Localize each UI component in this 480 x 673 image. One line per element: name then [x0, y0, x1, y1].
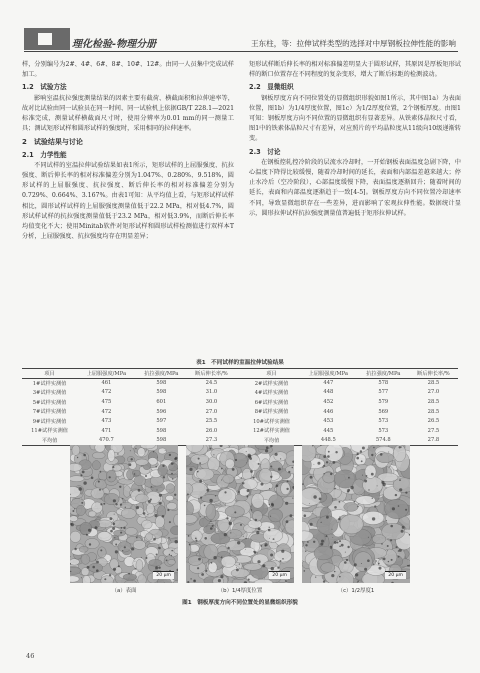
table-cell: 7#试样实测值: [32, 409, 67, 416]
table-cell: 598: [156, 380, 167, 387]
table-cell: 1#试样实测值: [32, 380, 67, 387]
table-row: [22, 436, 458, 446]
table-cell: 4#试样实测值: [254, 389, 289, 396]
column-gap: [236, 397, 244, 407]
paragraph: 影响室温抗拉强度测量结果的因素主要有截荷、横截面积和拉伸速率等，故对比试验由同一试验员在同一时间、同一试验机上依据GB/T 228.1—2021标准完成，测量试样横截面尺寸时，使用分辨率为0.01 mm的同一测量工具；测试矩形试样和圆形试样的强度时，采用相同的拉伸速率。: [22, 94, 235, 133]
table-cell: 453: [323, 418, 334, 425]
paragraph: 在钢板控轧控冷阶段的层流水冷却时，一开始钢板表面温度急剧下降，中心温度下降得比较缓慢，随着冷却时间的延长，表面和内部温差越来越大；停止水冷后（空冷阶段），心部温度缓慢下降，表面温度逐渐回升；随着时间的延长，表面和内部温度逐渐趋于一致[4-5]。钢板厚度方向不同位置冷却速率不同，导致显微组织存在一些差异，进而影响了宏观拉伸性能。数据统计显示，圆形拉伸试样抗拉强度测量值普遍低于矩形拉伸试样。: [249, 158, 461, 217]
micrograph-quarter-thickness: [186, 445, 294, 583]
running-title: 王东柱，等：拉伸试样类型的选择对中厚钢板拉伸性能的影响: [250, 39, 456, 48]
table-cell: 24.5: [205, 380, 218, 387]
table-cell: 30.0: [205, 399, 218, 406]
header-cell: 上屈服强度/MPa: [86, 370, 127, 377]
subcaption-c: （c）1/2厚度1: [337, 588, 375, 594]
table-cell: 448: [323, 389, 334, 396]
table-cell: 8#试样实测值: [254, 409, 289, 416]
header-cell: 项目: [44, 370, 55, 377]
column-gap: [236, 436, 244, 446]
table-cell: 601: [156, 399, 167, 406]
table-cell: 471: [101, 427, 112, 434]
table-cell: 6#试样实测值: [254, 399, 289, 406]
table-row: [22, 397, 458, 407]
journal-logo-text: 理化检验-物理分册: [72, 39, 157, 50]
micrograph-surface: [70, 445, 178, 583]
table-cell: 27.8: [427, 437, 440, 444]
table-cell: 573: [378, 427, 389, 434]
paragraph: 不同试样的室温拉伸试验结果如表1所示，矩形试样的上屈服强度、抗拉强度、断后伸长率的相对标准偏差分别为1.047%、0.280%、9.518%，圆形试样的上屈服强度、抗拉强度、断后伸长率的相对标准偏差分别为0.729%、0.664%、3.167%。由表1可知：从平均值上看，与矩形试样试样相比，圆形试样试样的上屈服强度测量值低于22.2 MPa，相对低4.7%，圆形试样试样的抗拉强度测量值低于23.2 MPa，相对低3.9%，而断后伸长率均值变化不大；使用Minitab软件对矩形试样和圆形试样检测值进行双样本T分析，上屈服强度、抗拉强度均存在明显差异；: [22, 161, 234, 241]
table-cell: 577: [378, 389, 389, 396]
table-cell: 475: [101, 399, 112, 406]
section-heading-2-1: 2.1 力学性能: [22, 150, 67, 159]
page-header: [0, 0, 480, 56]
subcaption-b: （b）1/4厚度位置: [217, 588, 263, 594]
page-number: 46: [26, 652, 35, 660]
table-cell: 9#试样实测值: [32, 418, 67, 425]
table-cell: 596: [156, 408, 167, 415]
table-cell: 598: [156, 437, 167, 444]
column-gap: [236, 369, 244, 379]
table-cell: 31.0: [205, 389, 218, 396]
table-cell: 27.5: [427, 427, 440, 434]
journal-logo-icon: [24, 28, 70, 50]
table-cell: 446: [323, 408, 334, 415]
scale-bar: 20 μm: [153, 571, 174, 579]
column-gap: [236, 416, 244, 426]
table-header-row: [22, 369, 458, 379]
table-cell: 2#试样实测值: [254, 380, 289, 387]
table-cell: 452: [323, 399, 334, 406]
header-cell: 抗拉强度/MPa: [144, 370, 179, 377]
table-cell: 473: [101, 418, 112, 425]
table-cell: 10#试样实测值: [253, 418, 290, 425]
left-column: [22, 60, 234, 242]
table-cell: 5#试样实测值: [32, 399, 67, 406]
scale-bar: 20 μm: [269, 571, 290, 579]
header-cell: 上屈服强度/MPa: [308, 370, 349, 377]
table-cell: 28.5: [427, 408, 440, 415]
table-cell: 470.7: [98, 437, 114, 444]
column-gap: [236, 426, 244, 436]
table-row: [22, 388, 458, 398]
table-cell: 26.0: [205, 427, 218, 434]
subcaption-a: （a）表面: [111, 588, 137, 594]
header-cell: 抗拉强度/MPa: [366, 370, 401, 377]
header-cell: 断后伸长率/%: [195, 370, 228, 377]
column-gap: [236, 388, 244, 398]
header-cell: 项目: [266, 370, 277, 377]
right-column: [249, 60, 461, 219]
table-cell: 579: [378, 399, 389, 406]
table-cell: 12#试样实测值: [253, 428, 290, 435]
table-cell: 569: [378, 408, 389, 415]
paragraph: 矩形试样断后伸长率的相对标准偏差明显大于圆形试样，其原因是厚板矩形试样的断口位置存在不同程度的复杂变形，增大了断后标距的检测波动。: [249, 61, 461, 79]
table-body: [22, 378, 458, 445]
table-cell: 27.0: [205, 408, 218, 415]
table-cell: 447: [323, 380, 334, 387]
table-cell: 3#试样实测值: [32, 389, 67, 396]
table-caption: 表1 不同试样的室温拉伸试验结果: [196, 360, 284, 366]
table-cell: 461: [101, 380, 112, 387]
micrograph-half-thickness: [302, 445, 410, 583]
table-row: [22, 426, 458, 436]
table-cell: 26.5: [427, 418, 440, 425]
scale-bar: 20 μm: [385, 571, 406, 579]
header-divider: [24, 51, 458, 52]
table-cell: 11#试样实测值: [31, 428, 68, 435]
table-cell: 平均值: [263, 437, 280, 444]
section-heading-1-2: 1.2 试验方法: [22, 83, 67, 92]
paragraph: 钢板厚度方向不同位置处的显微组织形貌如图1所示，其中图1a）为表面位置，图1b）为1/4厚度位置，图1c）为1/2厚度位置，2个钢板厚度。由图1可知：钢板厚度方向不同位置的显微组织有显著差异。从铁素体晶粒尺寸看，图1中的铁素体晶粒尺寸有差异，对应照片的平均晶粒度从11级向10级递渐转变。: [249, 94, 461, 143]
table-cell: 27.3: [205, 437, 218, 444]
table-cell: 445: [323, 427, 334, 434]
table-cell: 25.5: [205, 418, 218, 425]
table-cell: 573: [378, 418, 389, 425]
table-cell: 472: [101, 389, 112, 396]
section-heading-2-2: 2.2 显微组织: [249, 83, 294, 92]
figure-caption: 图1 钢板厚度方向不同位置处的显微组织形貌: [182, 600, 298, 606]
table-cell: 598: [156, 389, 167, 396]
table-cell: 28.5: [427, 380, 440, 387]
table-cell: 28.5: [427, 399, 440, 406]
table-cell: 597: [156, 418, 167, 425]
table-cell: 平均值: [41, 437, 58, 444]
table-cell: 598: [156, 427, 167, 434]
table-cell: 472: [101, 408, 112, 415]
header-cell: 断后伸长率/%: [417, 370, 450, 377]
micrograph-figure: [70, 445, 410, 583]
table-row: [22, 407, 458, 417]
table-cell: 574.8: [375, 437, 391, 444]
paragraph: 样，分别编号为2#、4#、6#、8#、10#、12#。由同一人员集中完成试样加工。: [22, 61, 234, 79]
column-gap: [236, 407, 244, 417]
section-heading-2: 2 试验结果与讨论: [22, 138, 83, 147]
table-cell: 448.5: [320, 437, 336, 444]
results-table: [22, 368, 458, 446]
table-cell: 578: [378, 380, 389, 387]
column-gap: [236, 378, 244, 388]
section-heading-2-3: 2.3 讨论: [249, 147, 281, 156]
table-cell: 27.0: [427, 389, 440, 396]
table-row: [22, 378, 458, 388]
table-row: [22, 416, 458, 426]
